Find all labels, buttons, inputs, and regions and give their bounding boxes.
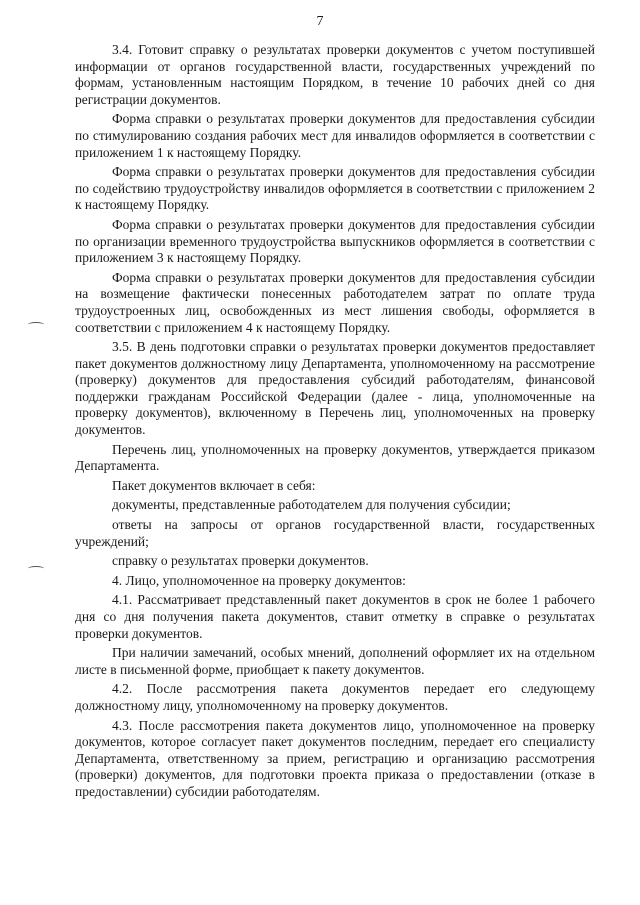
paragraph-3-4: 3.4. Готовит справку о результатах проверки документов с учетом поступившей информации от органов государственной власти, государственных учреждений по формам, установленным настоящим Порядком, в течение 10 рабочих дней со дня регистрации документов. [75,42,595,107]
margin-mark [28,566,44,571]
list-item-request-answers: ответы на запросы от органов государственной власти, государственных учреждений; [75,517,595,549]
paragraph-form-appendix-4: Форма справки о результатах проверки документов для предоставления субсидии на возмещение фактически понесенных работодателем затрат по оплате труда трудоустроенных лиц, освобожденных из мест лишения свободы, оформляется в соответствии с приложением 4 к настоящему Порядку. [75,269,595,335]
margin-mark [28,322,44,327]
paragraph-form-appendix-1: Форма справки о результатах проверки документов для предоставления субсидии по стимулированию создания рабочих мест для инвалидов оформляется в соответствии с приложением 1 к настоящему Порядку. [75,111,595,160]
document-body [75,42,595,801]
paragraph-4-1: 4.1. Рассматривает представленный пакет документов в срок не более 1 рабочего дня со дня получения пакета документов, ставит отметку в справке о результатах проверки документов. [75,592,595,641]
paragraph-form-appendix-2: Форма справки о результатах проверки документов для предоставления субсидии по содействию трудоустройству инвалидов оформляется в соответствии с приложением 2 к настоящему Порядку. [75,164,595,213]
list-item-employer-documents: документы, представленные работодателем для получения субсидии; [112,497,511,513]
page-number: 7 [316,14,324,29]
paragraph-remarks: При наличии замечаний, особых мнений, дополнений оформляет их на отдельном листе в письменной форме, приобщает к пакету документов. [75,645,595,677]
paragraph-3-5: 3.5. В день подготовки справки о результатах проверки документов предоставляет пакет документов должностному лицу Департамента, уполномоченному на рассмотрение (проверку) документов для предоставления субсидий работодателям, финансовой поддержки гражданам Российской Федерации (далее - лица, уполномоченные на проверку документов), включенному в Перечень лиц, уполномоченных на проверку документов. [75,339,595,438]
paragraph-list-approval: Перечень лиц, уполномоченных на проверку документов, утверждается приказом Департамента. [75,441,595,474]
paragraph-4-3: 4.3. После рассмотрения пакета документов лицо, уполномоченное на проверку документов, которое согласует пакет документов последним, передает его специалисту Департамента, ответственному за прием, регистрацию и организацию рассмотрения (проверки) документов, для подготовки проекта приказа о предоставлении (отказе в предоставлении) субсидии работодателям. [75,717,595,799]
paragraph-4: 4. Лицо, уполномоченное на проверку документов: [112,572,406,588]
paragraph-4-2: 4.2. После рассмотрения пакета документов передает его следующему должностному лицу, уполномоченному на проверку документов. [75,681,595,713]
list-item-check-certificate: справку о результатах проверки документов. [112,553,369,569]
paragraph-form-appendix-3: Форма справки о результатах проверки документов для предоставления субсидии по организации временного трудоустройства выпускников оформляется в соответствии с приложением 3 к настоящему Порядку. [75,216,595,266]
paragraph-package-contents: Пакет документов включает в себя: [112,477,316,493]
